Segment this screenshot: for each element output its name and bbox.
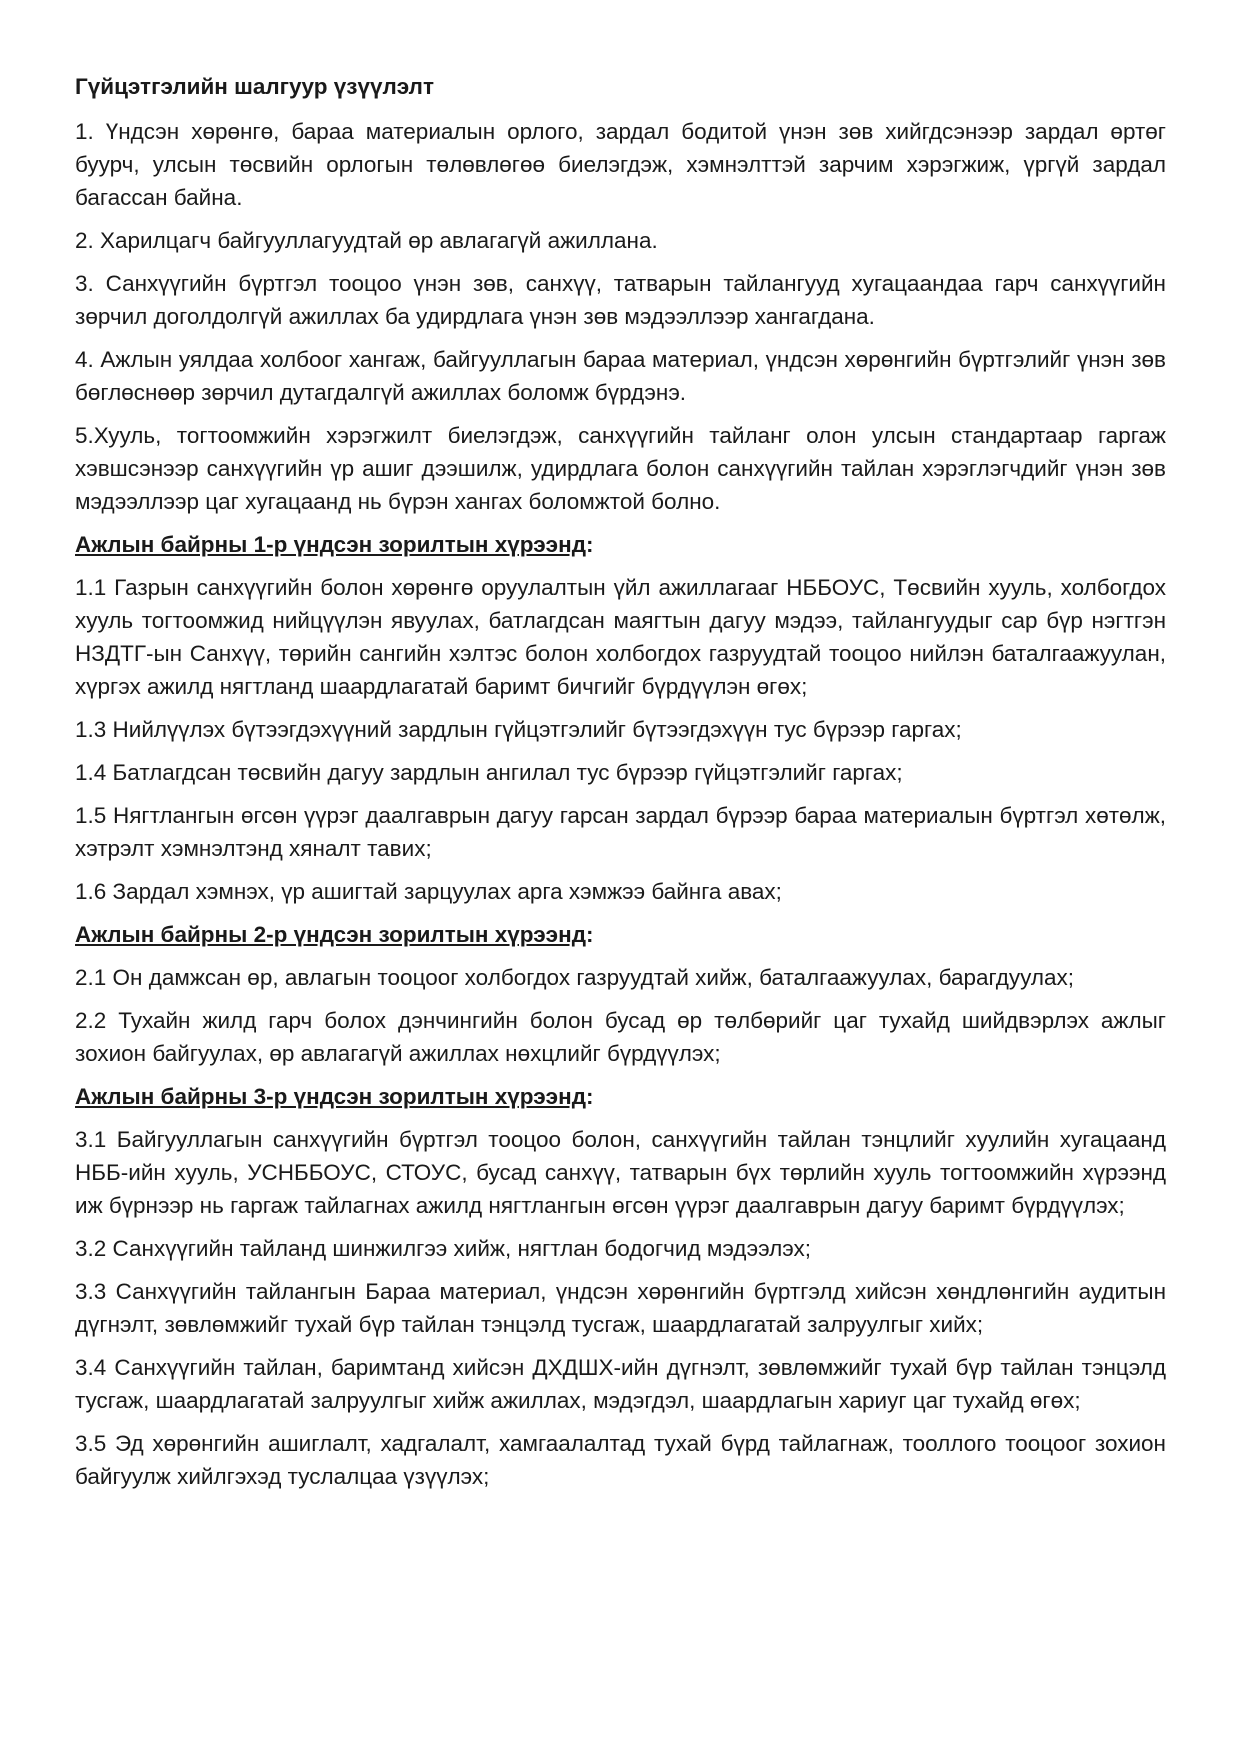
- section-1-item: 1.3 Нийлүүлэх бүтээгдэхүүний зардлын гүйцэтгэлийг бүтээгдэхүүн тус бүрээр гаргах;: [75, 717, 962, 742]
- section-1-heading: [75, 528, 1166, 561]
- section-2-heading-colon: :: [585, 922, 594, 947]
- section-2-item: 2.2 Тухайн жилд гарч болох дэнчингийн болон бусад өр төлбөрийг цаг тухайд шийдвэрлэх ажлыг зохион байгуулах, өр авлагагүй ажиллах нөхцлийг бүрдүүлэх;: [75, 1008, 1166, 1066]
- section-1-item: 1.4 Батлагдсан төсвийн дагуу зардлын ангилал тус бүрээр гүйцэтгэлийг гаргах;: [75, 760, 903, 785]
- criteria-item: 3. Санхүүгийн бүртгэл тооцоо үнэн зөв, санхүү, татварын тайлангууд хугацаандаа гарч санхүүгийн зөрчил доголдолгүй ажиллах ба удирдлага үнэн зөв мэдээллээр хангагдана.: [75, 271, 1166, 329]
- section-2-heading-text: Ажлын байрны 2-р үндсэн зорилтын хүрээнд: [75, 922, 586, 947]
- criteria-item: 4. Ажлын уялдаа холбоог хангаж, байгууллагын бараа материал, үндсэн хөрөнгийн бүртгэлийг үнэн зөв бөглөснөөр зөрчил дутагдалгүй ажиллах боломж бүрдэнэ.: [75, 347, 1166, 405]
- section-1-heading-text: Ажлын байрны 1-р үндсэн зорилтын хүрээнд: [75, 532, 586, 557]
- section-3-item: 3.3 Санхүүгийн тайлангын Бараа материал, үндсэн хөрөнгийн бүртгэлд хийсэн хөндлөнгийн аудитын дүгнэлт, зөвлөмжийг тухай бүр тайлан тэнцэлд тусгаж, шаардлагатай залруулгыг хийх;: [75, 1279, 1166, 1337]
- document-title: Гүйцэтгэлийн шалгуур үзүүлэлт: [75, 74, 434, 99]
- section-1-item: 1.5 Нягтлангын өгсөн үүрэг даалгаврын дагуу гарсан зардал бүрээр бараа материалын бүртгэл хөтөлж, хэтрэлт хэмнэлтэнд хяналт тавих;: [75, 803, 1166, 861]
- section-3-heading: [75, 1080, 1166, 1113]
- section-1-heading-colon: :: [585, 532, 594, 557]
- criteria-item: 5.Хууль, тогтоомжийн хэрэгжилт биелэгдэж, санхүүгийн тайланг олон улсын стандартаар гаргаж хэвшсэнээр санхүүгийн үр ашиг дээшилж, удирдлага болон санхүүгийн тайлан хэрэглэгчдийг үнэн зөв мэдээллээр цаг хугацаанд нь бүрэн хангах боломжтой болно.: [75, 423, 1166, 514]
- criteria-item: 1. Үндсэн хөрөнгө, бараа материалын орлого, зардал бодитой үнэн зөв хийгдсэнээр зардал өртөг буурч, улсын төсвийн орлогын төлөвлөгөө биелэгдэж, хэмнэлттэй зарчим хэрэгжиж, үргүй зардал багассан байна.: [75, 119, 1166, 210]
- section-3-heading-text: Ажлын байрны 3-р үндсэн зорилтын хүрээнд: [75, 1084, 586, 1109]
- section-3-item: 3.4 Санхүүгийн тайлан, баримтанд хийсэн ДХДШХ-ийн дүгнэлт, зөвлөмжийг тухай бүр тайлан тэнцэлд тусгаж, шаардлагатай залруулгыг хийж ажиллах, мэдэгдэл, шаардлагын хариуг цаг тухайд өгөх;: [75, 1355, 1166, 1413]
- section-3-item: 3.2 Санхүүгийн тайланд шинжилгээ хийж, нягтлан бодогчид мэдээлэх;: [75, 1236, 812, 1261]
- section-1-item: 1.1 Газрын санхүүгийн болон хөрөнгө оруулалтын үйл ажиллагааг НББОУС, Төсвийн хууль, холбогдох хууль тогтоомжид нийцүүлэн явуулах, батлагдсан маягтын дагуу мэдээ, тайлангуудыг сар бүр нэгтгэн НЗДТГ-ын Санхүү, төрийн сангийн хэлтэс болон холбогдох газруудтай тооцоо нийлэн баталгаажуулан, хүргэх ажилд нягтланд шаардлагатай баримт бичгийг бүрдүүлэн өгөх;: [75, 575, 1166, 699]
- section-3-heading-colon: :: [585, 1084, 594, 1109]
- section-3-item: 3.1 Байгууллагын санхүүгийн бүртгэл тооцоо болон, санхүүгийн тайлан тэнцлийг хуулийн хугацаанд НББ-ийн хууль, УСНББОУС, СТОУС, бусад санхүү, татварын бүх төрлийн хууль тогтоомжийн хүрээнд иж бүрнээр нь гаргаж тайлагнах ажилд нягтлангын өгсөн үүрэг даалгаврын дагуу баримт бүрдүүлэх;: [75, 1127, 1166, 1218]
- section-1-item: 1.6 Зардал хэмнэх, үр ашигтай зарцуулах арга хэмжээ байнга авах;: [75, 879, 782, 904]
- section-2-item: 2.1 Он дамжсан өр, авлагын тооцоог холбогдох газруудтай хийж, баталгаажуулах, барагдуулах;: [75, 965, 1074, 990]
- criteria-item: 2. Харилцагч байгууллагуудтай өр авлагагүй ажиллана.: [75, 228, 658, 253]
- document-page: [75, 70, 1166, 1503]
- section-2-heading: [75, 918, 1166, 951]
- section-3-item: 3.5 Эд хөрөнгийн ашиглалт, хадгалалт, хамгаалалтад тухай бүрд тайлагнаж, тооллого тооцоог зохион байгуулж хийлгэхэд туслалцаа үзүүлэх;: [75, 1431, 1166, 1489]
